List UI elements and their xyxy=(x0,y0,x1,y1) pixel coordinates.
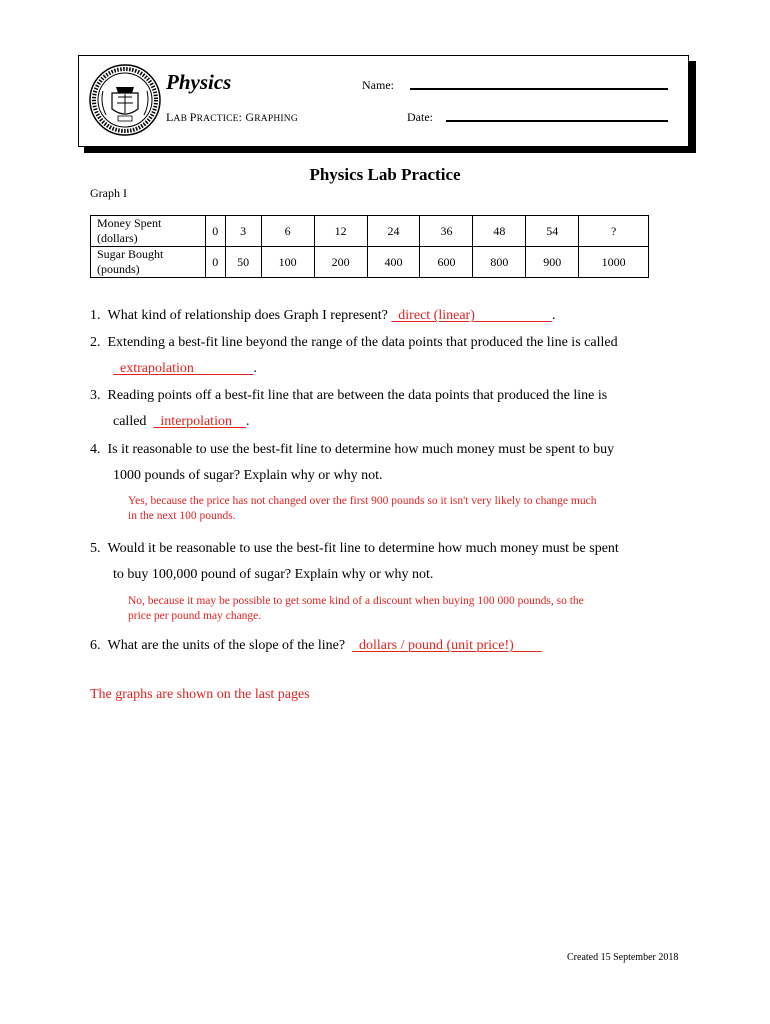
answer-field[interactable] xyxy=(391,308,552,323)
subtitle-ab: AB xyxy=(173,114,190,124)
subtitle-raphing: RAPHING xyxy=(254,114,298,124)
answer-text: direct (linear) xyxy=(398,308,475,323)
row-header-sugar-l2: (pounds) xyxy=(97,262,140,276)
table-row-money xyxy=(91,216,649,247)
table-row-sugar xyxy=(91,247,649,278)
subtitle-ractice: RACTICE xyxy=(196,114,239,124)
question-text: Would it be reasonable to use the best-fit line to determine how much money must be spent xyxy=(107,541,619,556)
table-cell: 24 xyxy=(367,216,420,247)
question-end: . xyxy=(245,414,250,429)
row-header-money xyxy=(91,216,206,247)
table-cell: ? xyxy=(579,216,649,247)
answer-field[interactable] xyxy=(153,414,246,429)
question-3 xyxy=(90,387,607,404)
question-2-answer-line xyxy=(113,360,257,377)
row-header-money-l2: (dollars) xyxy=(97,231,138,245)
row-header-sugar-l1: Sugar Bought xyxy=(97,247,164,261)
date-field[interactable] xyxy=(446,120,668,122)
question-6 xyxy=(90,637,542,654)
table-cell: 48 xyxy=(473,216,526,247)
question-number: 3. xyxy=(90,388,101,403)
question-text: Extending a best-fit line beyond the range of the data points that produced the line is called xyxy=(107,335,618,350)
created-date: Created 15 September 2018 xyxy=(567,952,679,963)
table-cell: 0 xyxy=(206,216,226,247)
subtitle-g: G xyxy=(245,110,255,124)
answer-5-line-2: price per pound may change. xyxy=(128,610,262,622)
table-cell: 3 xyxy=(225,216,261,247)
table-cell: 36 xyxy=(420,216,473,247)
answer-text: interpolation xyxy=(160,414,232,429)
answer-4-line-1: Yes, because the price has not changed over the first 900 pounds so it isn't very likely to change much xyxy=(128,495,597,507)
page-title: Physics Lab Practice xyxy=(309,165,461,184)
date-label: Date: xyxy=(407,110,433,124)
answer-4-line-2: in the next 100 pounds. xyxy=(128,510,236,522)
table-cell: 0 xyxy=(206,247,226,278)
subtitle-colon: : xyxy=(238,110,246,124)
course-title: Physics xyxy=(166,70,232,94)
table-cell: 1000 xyxy=(579,247,649,278)
table-cell: 54 xyxy=(526,216,579,247)
table-cell: 6 xyxy=(261,216,314,247)
name-label: Name: xyxy=(362,78,394,92)
graph-label: Graph I xyxy=(90,186,127,200)
data-table xyxy=(90,215,649,278)
graphs-note: The graphs are shown on the last pages xyxy=(90,687,310,702)
question-3-answer-line xyxy=(113,413,249,430)
question-number: 5. xyxy=(90,541,101,556)
answer-5-line-1: No, because it may be possible to get some kind of a discount when buying 100 000 pounds, so the xyxy=(128,595,584,607)
answer-text: extrapolation xyxy=(120,361,194,376)
header-box xyxy=(78,55,689,147)
question-1 xyxy=(90,307,555,324)
table-cell: 50 xyxy=(225,247,261,278)
table-cell: 200 xyxy=(314,247,367,278)
question-number: 1. xyxy=(90,308,101,323)
question-number: 4. xyxy=(90,442,101,457)
subtitle-l: L xyxy=(166,110,174,124)
question-end: . xyxy=(551,308,556,323)
question-text: What kind of relationship does Graph I represent? xyxy=(107,308,388,323)
question-number: 2. xyxy=(90,335,101,350)
subtitle-p: P xyxy=(189,110,197,124)
question-text: Reading points off a best-fit line that are between the data points that produced the line is xyxy=(107,388,608,403)
lab-subtitle xyxy=(166,110,298,125)
row-header-sugar xyxy=(91,247,206,278)
table-cell: 600 xyxy=(420,247,473,278)
question-text: What are the units of the slope of the line? xyxy=(107,638,346,653)
question-text-2: called xyxy=(113,414,147,429)
table-cell: 400 xyxy=(367,247,420,278)
answer-field[interactable] xyxy=(113,361,253,376)
table-cell: 12 xyxy=(314,216,367,247)
question-4 xyxy=(90,441,614,458)
school-seal-icon xyxy=(88,63,162,137)
name-field[interactable] xyxy=(410,88,668,90)
question-5-line-2: to buy 100,000 pound of sugar? Explain why or why not. xyxy=(113,567,434,582)
table-cell: 800 xyxy=(473,247,526,278)
question-5 xyxy=(90,540,619,557)
row-header-money-l1: Money Spent xyxy=(97,216,162,230)
answer-text: dollars / pound (unit price!) xyxy=(359,638,514,653)
table-cell: 900 xyxy=(526,247,579,278)
question-text: Is it reasonable to use the best-fit line to determine how much money must be spent to buy xyxy=(107,442,615,457)
table-cell: 100 xyxy=(261,247,314,278)
question-end: . xyxy=(253,361,257,376)
question-number: 6. xyxy=(90,638,101,653)
question-2 xyxy=(90,334,618,351)
question-4-line-2: 1000 pounds of sugar? Explain why or why not. xyxy=(113,468,383,483)
answer-field[interactable] xyxy=(352,638,542,653)
